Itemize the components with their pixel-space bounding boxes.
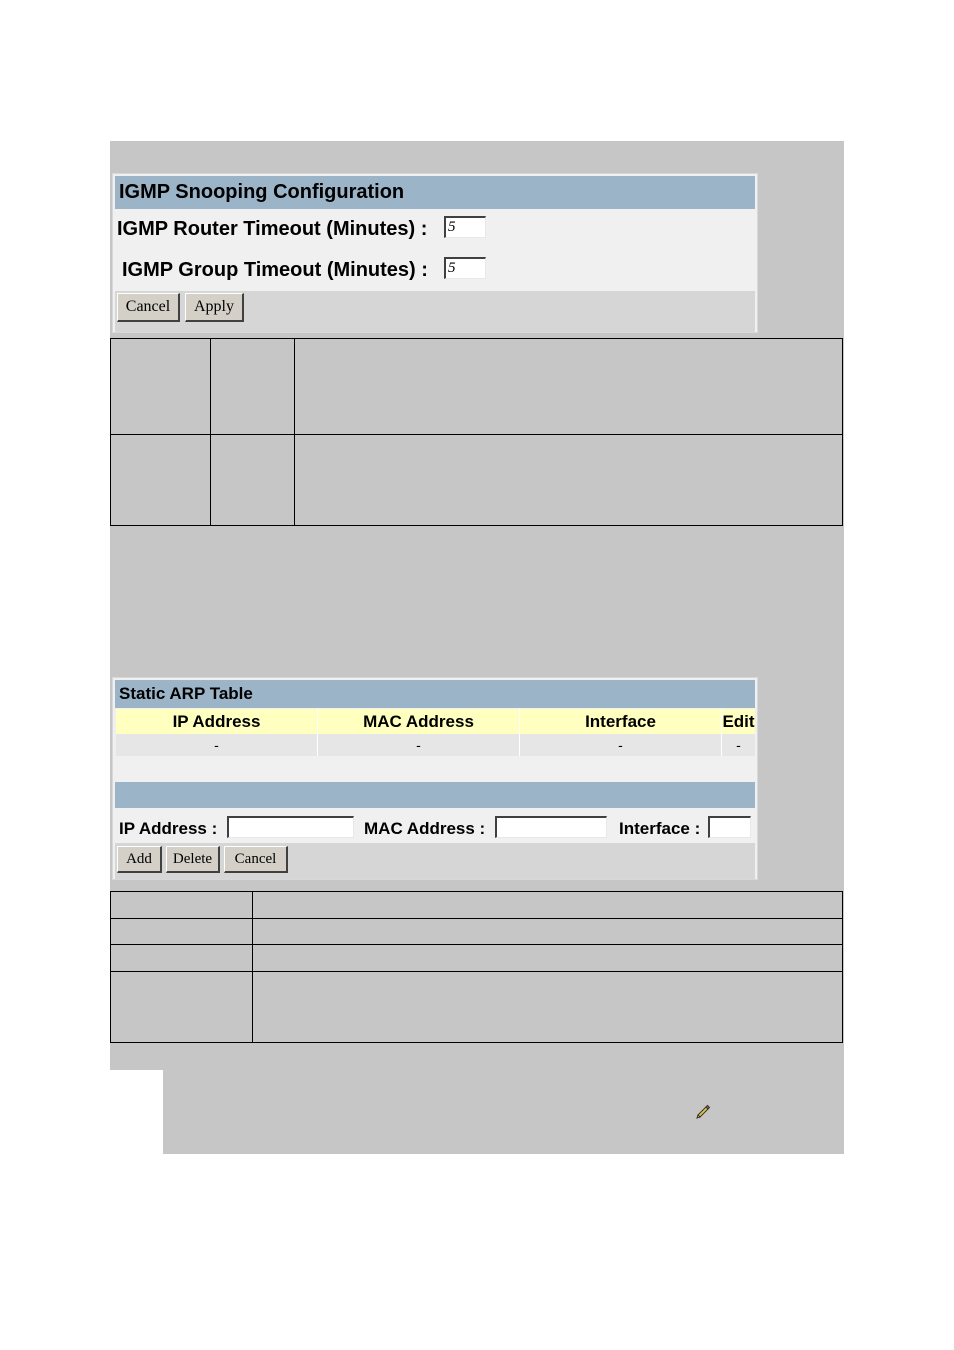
igmp-description-table xyxy=(110,338,843,526)
table-cell xyxy=(253,972,843,1043)
igmp-button-bar xyxy=(115,291,755,332)
arp-button-bar xyxy=(115,843,755,879)
table-row xyxy=(116,734,755,756)
table-cell xyxy=(253,892,843,919)
mac-address-label: MAC Address : xyxy=(364,819,486,838)
group-timeout-input[interactable] xyxy=(444,257,486,279)
interface-input[interactable] xyxy=(708,816,751,838)
table-cell xyxy=(295,435,843,526)
router-timeout-label: IGMP Router Timeout (Minutes) : xyxy=(117,218,428,240)
column-header-ip-address: IP Address xyxy=(116,709,318,734)
mac-address-input[interactable] xyxy=(495,816,607,838)
table-cell xyxy=(111,892,253,919)
igmp-snooping-panel xyxy=(112,173,758,333)
arp-panel-title: Static ARP Table xyxy=(115,680,755,708)
ip-address-label: IP Address : xyxy=(119,819,218,838)
cell-ip-address: - xyxy=(116,734,318,756)
cell-interface: - xyxy=(520,734,722,756)
interface-label: Interface : xyxy=(619,819,701,838)
arp-description-table xyxy=(110,891,843,1043)
table-cell xyxy=(253,945,843,972)
table-cell xyxy=(111,919,253,945)
table-cell xyxy=(111,339,211,435)
ip-address-input[interactable] xyxy=(227,816,354,838)
column-header-mac-address: MAC Address xyxy=(318,709,520,734)
table-cell xyxy=(253,919,843,945)
table-cell xyxy=(111,435,211,526)
column-header-interface: Interface xyxy=(520,709,722,734)
arp-cancel-button[interactable]: Cancel xyxy=(224,846,288,873)
add-button[interactable]: Add xyxy=(117,846,162,873)
router-timeout-input[interactable] xyxy=(444,216,486,238)
cell-edit: - xyxy=(722,734,755,756)
table-cell xyxy=(111,945,253,972)
arp-table-header xyxy=(116,709,755,734)
table-cell xyxy=(211,339,295,435)
delete-button[interactable]: Delete xyxy=(166,846,220,873)
group-timeout-label: IGMP Group Timeout (Minutes) : xyxy=(122,259,428,281)
igmp-cancel-button[interactable]: Cancel xyxy=(117,293,180,322)
pencil-icon xyxy=(695,1103,711,1119)
table-cell xyxy=(211,435,295,526)
static-arp-panel xyxy=(112,677,758,880)
table-cell xyxy=(295,339,843,435)
cell-mac-address: - xyxy=(318,734,520,756)
column-header-edit: Edit xyxy=(722,709,755,734)
table-cell xyxy=(111,972,253,1043)
igmp-apply-button[interactable]: Apply xyxy=(185,293,244,322)
arp-form-header-bar xyxy=(115,782,755,808)
document-background-bottom xyxy=(163,1070,844,1154)
igmp-panel-title: IGMP Snooping Configuration xyxy=(115,176,755,209)
